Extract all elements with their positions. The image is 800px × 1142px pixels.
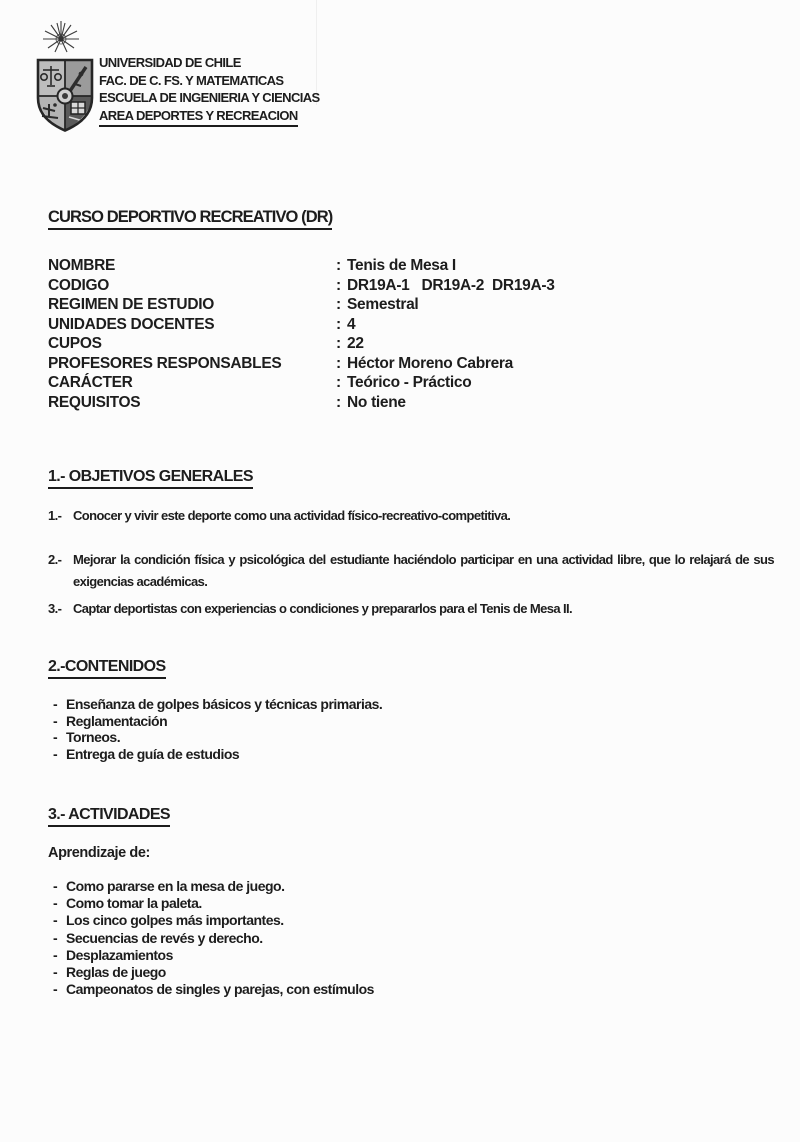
detail-label: REQUISITOS [48, 393, 141, 411]
dash-bullet: - [53, 946, 58, 963]
detail-value: 22 [347, 335, 364, 352]
objective-text: Conocer y vivir este deporte como una actividad físico-recreativo-competitiva. [73, 508, 511, 523]
dash-bullet: - [53, 929, 58, 946]
org-line-university: UNIVERSIDAD DE CHILE [99, 55, 241, 70]
objective-number: 3.- [48, 601, 62, 616]
detail-value: Teórico - Práctico [347, 374, 472, 391]
detail-value: No tiene [347, 393, 406, 411]
objective-number: 1.- [48, 508, 62, 523]
section-title-contenidos: 2.-CONTENIDOS [48, 658, 774, 679]
section-title-actividades: 3.- ACTIVIDADES [48, 806, 774, 827]
org-line-school: ESCUELA DE INGENIERIA Y CIENCIAS [99, 90, 320, 105]
detail-colon: : [336, 257, 341, 274]
detail-value: Semestral [347, 296, 419, 313]
detail-row-codigo [48, 276, 774, 296]
activities-list [48, 878, 774, 998]
list-item-text: Torneos. [66, 729, 121, 745]
org-line-faculty: FAC. DE C. FS. Y MATEMATICAS [99, 72, 284, 88]
section-objetivos-generales [48, 468, 774, 619]
dash-bullet: - [53, 696, 58, 712]
list-item [48, 895, 774, 912]
list-item-text: Entrega de guía de estudios [66, 745, 240, 762]
detail-label: CUPOS [48, 335, 102, 352]
list-item [48, 878, 774, 895]
list-item [48, 947, 774, 964]
list-item [48, 713, 774, 730]
list-item [48, 912, 774, 929]
detail-value: Tenis de Mesa I [347, 257, 456, 274]
list-item-text: Campeonatos de singles y parejas, con estímulos [66, 981, 374, 998]
detail-row-caracter [48, 373, 774, 393]
detail-row-nombre [48, 256, 774, 276]
list-item-text: Reglamentación [66, 712, 168, 729]
dash-bullet: - [53, 912, 58, 929]
list-item-text: Reglas de juego [66, 964, 166, 981]
objective-item [48, 506, 774, 526]
objective-text: Mejorar la condición física y psicológica del estudiante haciéndolo participar en una actividad libre, que lo relajará de sus exigencias académicas. [73, 552, 774, 589]
section-actividades [48, 806, 774, 998]
detail-label: UNIDADES DOCENTES [48, 315, 215, 333]
detail-colon: : [336, 296, 341, 313]
objective-text: Captar deportistas con experiencias o condiciones y prepararlos para el Tenis de Mesa II. [73, 601, 573, 616]
list-item [48, 696, 774, 713]
detail-colon: : [336, 354, 341, 372]
detail-colon: : [336, 335, 341, 352]
dash-bullet: - [53, 878, 58, 894]
objective-item [48, 549, 774, 592]
list-item [48, 981, 774, 998]
section-title-objetivos: 1.- OBJETIVOS GENERALES [48, 468, 774, 489]
dash-bullet: - [53, 729, 58, 745]
detail-colon: : [336, 374, 341, 391]
detail-row-unidades [48, 315, 774, 335]
detail-value: 4 [347, 315, 356, 333]
detail-value: Héctor Moreno Cabrera [347, 354, 513, 372]
list-item-text: Los cinco golpes más importantes. [66, 912, 284, 929]
list-item [48, 964, 774, 981]
detail-label: NOMBRE [48, 257, 116, 274]
dash-bullet: - [53, 712, 58, 729]
detail-row-requisitos [48, 393, 774, 413]
detail-colon: : [336, 393, 341, 411]
detail-row-cupos [48, 334, 774, 354]
list-item-text: Como pararse en la mesa de juego. [66, 878, 285, 894]
detail-value: DR19A-1 DR19A-2 DR19A-3 [347, 276, 555, 294]
course-details-table [48, 256, 774, 412]
detail-label: CARÁCTER [48, 374, 133, 391]
dash-bullet: - [53, 895, 58, 912]
list-item-text: Como tomar la paleta. [66, 895, 202, 912]
detail-label: REGIMEN DE ESTUDIO [48, 296, 214, 313]
detail-row-profesores [48, 354, 774, 374]
objective-number: 2.- [48, 552, 62, 567]
objective-item [48, 599, 774, 619]
dash-bullet: - [53, 745, 58, 762]
course-type-title: CURSO DEPORTIVO RECREATIVO (DR) [48, 209, 774, 230]
list-item [48, 729, 774, 746]
list-item-text: Enseñanza de golpes básicos y técnicas primarias. [66, 696, 383, 712]
list-item [48, 930, 774, 947]
list-item-text: Desplazamientos [66, 946, 173, 963]
detail-row-regimen [48, 295, 774, 315]
list-item [48, 746, 774, 763]
document-body [48, 0, 774, 998]
dash-bullet: - [53, 981, 58, 998]
detail-colon: : [336, 276, 341, 294]
detail-colon: : [336, 315, 341, 333]
detail-label: PROFESORES RESPONSABLES [48, 354, 282, 372]
activities-intro: Aprendizaje de: [48, 845, 150, 861]
list-item-text: Secuencias de revés y derecho. [66, 929, 263, 946]
section-contenidos [48, 658, 774, 762]
dash-bullet: - [53, 964, 58, 981]
contents-list [48, 696, 774, 762]
detail-label: CODIGO [48, 276, 110, 294]
org-line-area-text: AREA DEPORTES Y RECREACION [99, 107, 298, 128]
